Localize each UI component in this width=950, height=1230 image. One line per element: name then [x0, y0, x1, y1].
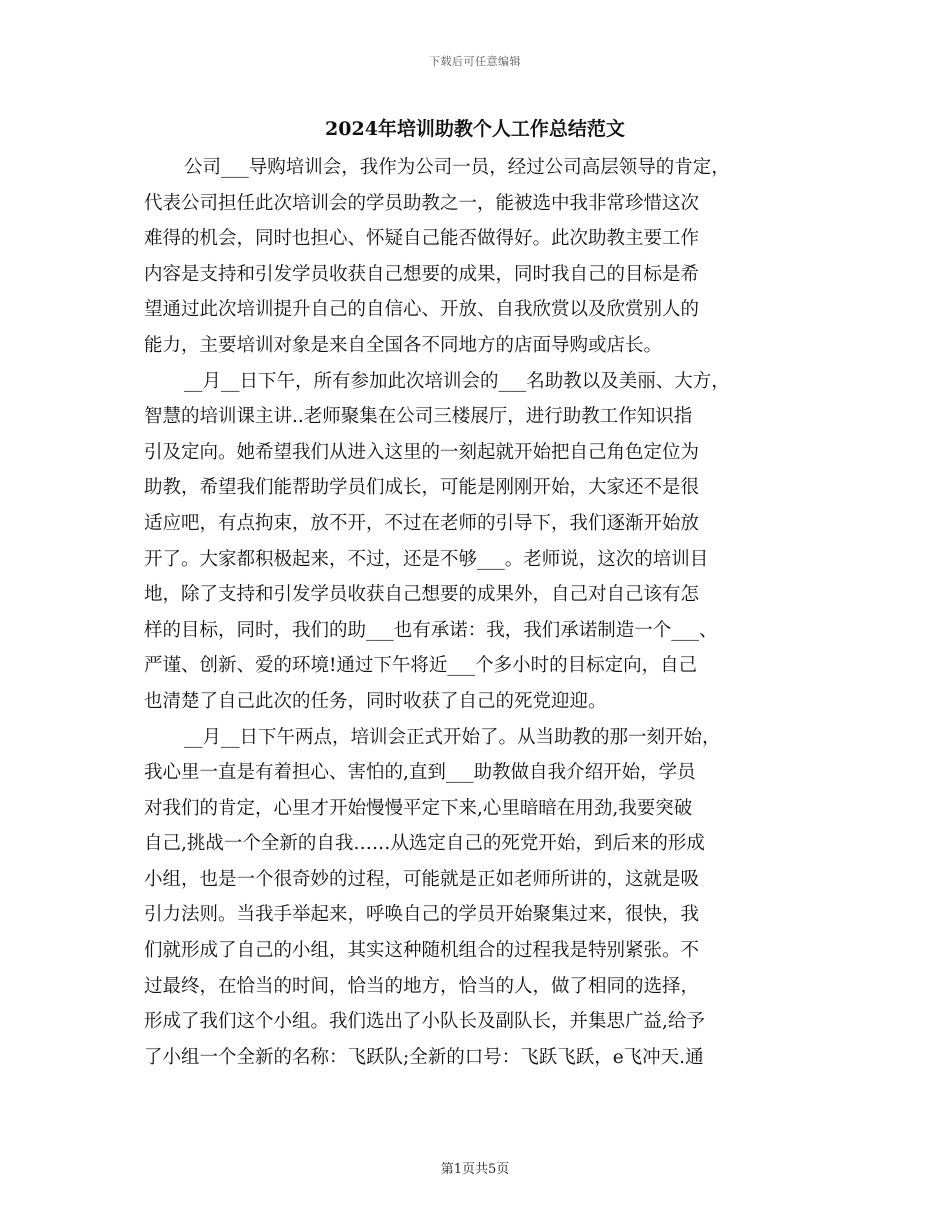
paragraph-line: 我心里一直是有着担心、害怕的,直到___助教做自我介绍开始，学员: [144, 762, 696, 784]
paragraph-line: 能力，主要培训对象是来自全国各不同地方的店面导购或店长。: [144, 334, 663, 356]
paragraph-line: 助教，希望我们能帮助学员们成长，可能是刚刚开始，大家还不是很: [144, 477, 700, 499]
paragraph-line: 引力法则。当我手举起来，呼唤自己的学员开始聚集过来，很快，我: [144, 904, 700, 926]
paragraph-line: __月__日下午，所有参加此次培训会的___名助教以及美丽、大方，: [184, 370, 730, 392]
paragraph-line: 代表公司担任此次培训会的学员助教之一，能被选中我非常珍惜这次: [144, 192, 700, 214]
paragraph-line: 过最终，在恰当的时间，恰当的地方，恰当的人，做了相同的选择，: [144, 975, 700, 997]
page-number: 第1页共5页: [440, 1162, 510, 1177]
paragraph-line: 也清楚了自己此次的任务，同时收获了自己的死党迎迎。: [144, 690, 607, 712]
paragraph-line: 适应吧，有点拘束，放不开，不过在老师的引导下，我们逐渐开始放: [144, 512, 700, 534]
paragraph-line: 望通过此次培训提升自己的自信心、开放、自我欣赏以及欣赏别人的: [144, 299, 700, 321]
paragraph-line: 地，除了支持和引发学员收获自己想要的成果外，自己对自己该有怎: [144, 584, 700, 606]
paragraph-line: 严谨、创新、爱的环境!通过下午将近___个多小时的目标定向，自己: [144, 655, 698, 677]
paragraph-line: 对我们的肯定，心里才开始慢慢平定下来,心里暗暗在用劲,我要突破: [144, 797, 693, 819]
paragraph-line: 小组，也是一个很奇妙的过程，可能就是正如老师所讲的，这就是吸: [144, 868, 700, 890]
paragraph-line: 了小组一个全新的名称：飞跃队;全新的口号：飞跃飞跃，e飞冲天.通: [144, 1046, 704, 1068]
paragraph-line: 开了。大家都积极起来，不过，还是不够___。老师说，这次的培训目: [144, 548, 709, 570]
paragraph-line: 自己,挑战一个全新的自我……从选定自己的死党开始，到后来的形成: [144, 833, 705, 855]
document-title: 2024年培训助教个人工作总结范文: [325, 118, 625, 140]
paragraph-line: 样的目标，同时，我们的助___也有承诺：我，我们承诺制造一个___、: [144, 619, 718, 641]
paragraph-line: 难得的机会，同时也担心、怀疑自己能否做得好。此次助教主要工作: [144, 228, 700, 250]
paragraph-line: __月__日下午两点，培训会正式开始了。从当助教的那一刻开始，: [184, 726, 721, 748]
paragraph-line: 们就形成了自己的小组，其实这种随机组合的过程我是特别紧张。不: [144, 940, 700, 962]
paragraph-line: 公司___导购培训会，我作为公司一员，经过公司高层领导的肯定，: [184, 157, 730, 178]
paragraph-line: 智慧的培训课主讲..老师聚集在公司三楼展厅，进行助教工作知识指: [144, 406, 693, 428]
paragraph-line: 引及定向。她希望我们从进入这里的一刻起就开始把自己角色定位为: [144, 441, 700, 463]
paragraph-line: 形成了我们这个小组。我们选出了小队长及副队长，并集思广益,给予: [144, 1011, 705, 1033]
header-note: 下载后可任意编辑: [429, 55, 521, 68]
paragraph-line: 内容是支持和引发学员收获自己想要的成果，同时我自己的目标是希: [144, 263, 700, 285]
document-body: [144, 150, 814, 1075]
